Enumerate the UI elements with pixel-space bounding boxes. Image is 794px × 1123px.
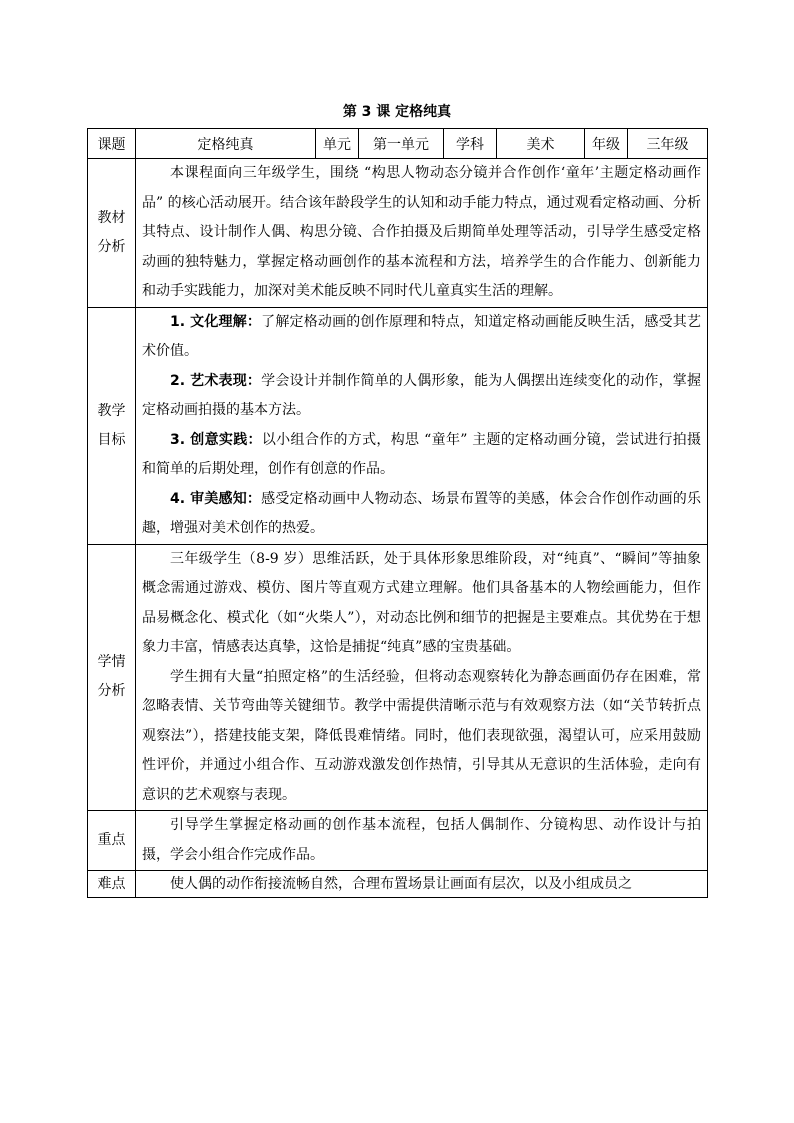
material-label-line1: 教材 xyxy=(97,209,126,226)
unit-value: 第一单元 xyxy=(359,129,444,159)
teaching-goals-label xyxy=(88,307,136,544)
goal-text: 了解定格动画的创作原理和特点，知道定格动画能反映生活，感受其艺术价值。 xyxy=(142,313,702,359)
student-analysis-label xyxy=(88,544,136,811)
goal-text: 以小组合作的方式，构思 “童年” 主题的定格动画分镜，尝试进行拍摄和简单的后期处理，创作有创意的作品。 xyxy=(142,431,701,477)
goal-heading: 1. 文化理解： xyxy=(170,313,262,330)
topic-label: 课题 xyxy=(88,129,136,159)
goal-item xyxy=(142,367,701,426)
goals-label-line1: 教学 xyxy=(97,402,126,419)
material-analysis-label xyxy=(88,159,136,308)
goal-text: 学会设计并制作简单的人偶形象，能为人偶摆出连续变化的动作，掌握定格动画拍摄的基本方法。 xyxy=(142,372,702,418)
students-label-line2: 分析 xyxy=(97,683,126,700)
material-analysis-text: 本课程面向三年级学生，围绕 “构思人物动态分镜并合作创作‘童年’主题定格动画作品” 的核心活动展开。结合该年龄段学生的认知和动手能力特点，通过观看定格动画、分析其特点、设计制作人偶、构思分镜、合作拍摄及后期简单处理等活动，引导学生感受定格动画的独特魅力，掌握定格动画创作的基本流程和方法，培养学生的合作能力、创新能力和动手实践能力，加深对美术能反映不同时代儿童真实生活的理解。 xyxy=(142,165,701,299)
students-label-line1: 学情 xyxy=(97,654,126,671)
material-label-line2: 分析 xyxy=(97,238,126,255)
key-point-text: 引导学生掌握定格动画的创作基本流程，包括人偶制作、分镜构思、动作设计与拍摄，学会小组合作完成作品。 xyxy=(142,817,701,863)
goal-text: 感受定格动画中人物动态、场景布置等的美感，体会合作创作动画的乐趣，增强对美术创作的热爱。 xyxy=(142,490,702,536)
difficulty-text: 使人偶的动作衔接流畅自然，合理布置场景让画面有层次，以及小组成员之 xyxy=(170,876,632,892)
lesson-plan-table xyxy=(87,128,708,898)
key-point-row xyxy=(88,811,708,871)
student-analysis-paragraph-2: 学生拥有大量“拍照定格”的生活经验，但将动态观察转化为静态画面仍存在困难，常忽略表情、关节弯曲等关键细节。教学中需提供清晰示范与有效观察方法（如“关节转折点观察法”），搭建技能支架，降低畏难情绪。同时，他们表现欲强，渴望认可，应采用鼓励性评价，并通过小组合作、互动游戏激发创作热情，引导其从无意识的生活体验，走向有意识的艺术观察与表现。 xyxy=(142,668,701,803)
unit-label: 单元 xyxy=(316,129,359,159)
goal-item xyxy=(142,308,701,367)
goal-heading: 2. 艺术表现： xyxy=(170,372,262,389)
header-row xyxy=(88,129,708,159)
student-analysis-content xyxy=(136,544,708,811)
page-title: 第 3 课 定格纯真 xyxy=(342,104,452,120)
goal-heading: 3. 创意实践： xyxy=(170,431,262,448)
goal-item xyxy=(142,485,701,544)
grade-label: 年级 xyxy=(585,129,628,159)
subject-label: 学科 xyxy=(444,129,497,159)
material-analysis-content xyxy=(136,159,708,308)
topic-value: 定格纯真 xyxy=(136,129,316,159)
teaching-goals-content xyxy=(136,307,708,544)
difficulty-label: 难点 xyxy=(88,871,136,898)
goal-heading: 4. 审美感知： xyxy=(170,490,262,507)
goals-label-line2: 目标 xyxy=(97,431,126,448)
grade-value: 三年级 xyxy=(628,129,708,159)
difficulty-row xyxy=(88,871,708,898)
teaching-goals-row xyxy=(88,307,708,544)
key-point-label: 重点 xyxy=(88,811,136,871)
goal-item xyxy=(142,426,701,485)
subject-value: 美术 xyxy=(497,129,585,159)
student-analysis-row xyxy=(88,544,708,811)
material-analysis-row xyxy=(88,159,708,308)
student-analysis-paragraph-1: 三年级学生（8-9 岁）思维活跃，处于具体形象思维阶段，对“纯真”、“瞬间”等抽象概念需通过游戏、模仿、图片等直观方式建立理解。他们具备基本的人物绘画能力，但作品易概念化、模式化（如“火柴人”），对动态比例和细节的把握是主要难点。其优势在于想象力丰富，情感表达真挚，这恰是捕捉“纯真”感的宝贵基础。 xyxy=(142,550,701,655)
difficulty-content xyxy=(136,871,708,898)
key-point-content xyxy=(136,811,708,871)
